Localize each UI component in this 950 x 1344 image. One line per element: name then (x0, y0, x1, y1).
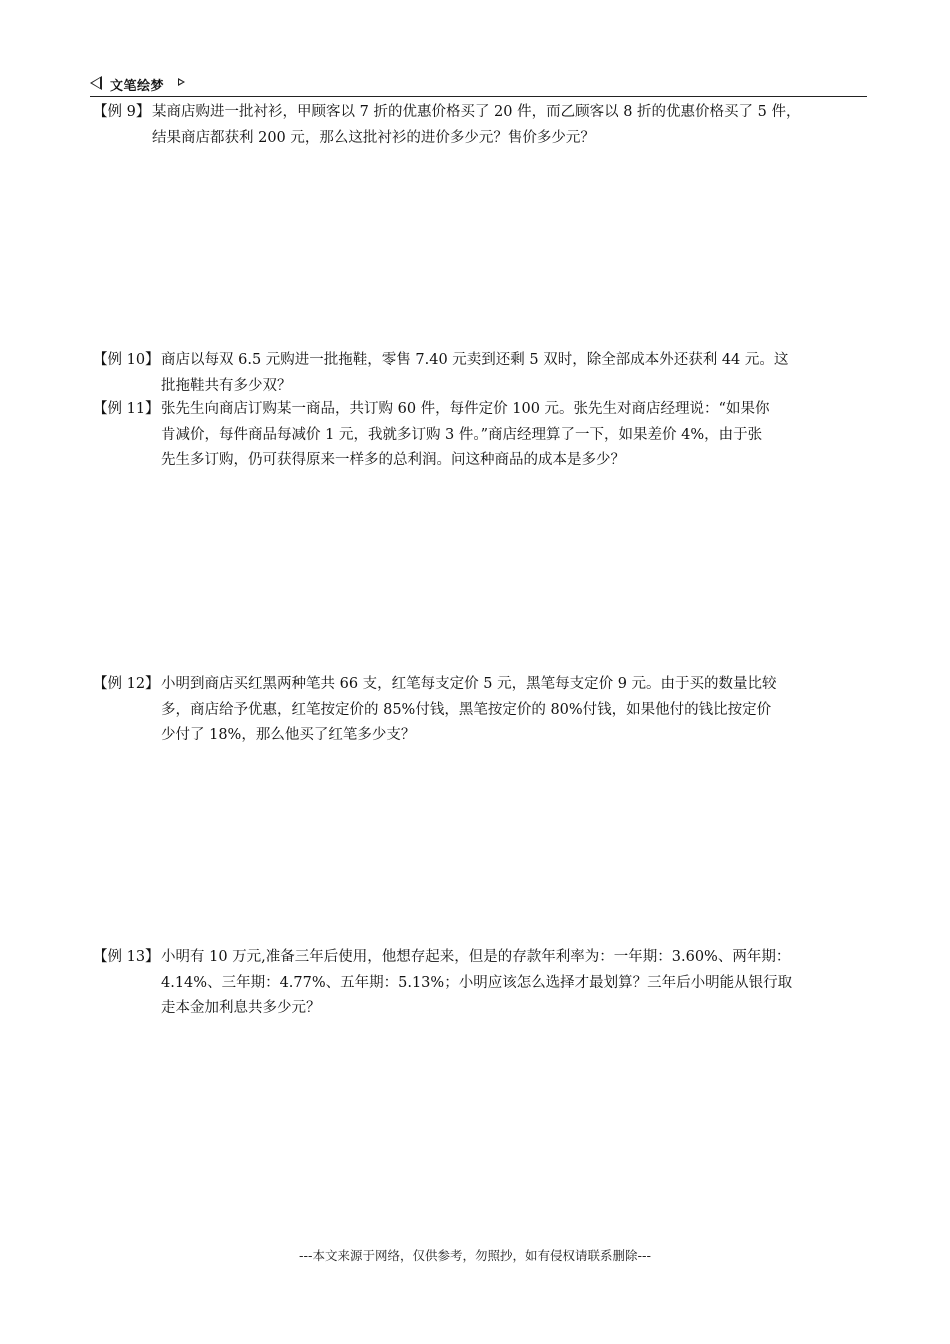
problem-label: 【例 13】 (93, 949, 160, 965)
problem-line: 张先生向商店订购某一商品，共订购 60 件，每件定价 100 元。张先生对商店经理说：“如果你 (161, 401, 770, 417)
problem-label: 【例 11】 (93, 401, 160, 417)
problem-label: 【例 10】 (93, 352, 160, 368)
problem-example-12 (93, 672, 867, 749)
problem-line: 小明有 10 万元,准备三年后使用，他想存起来，但是的存款年利率为：一年期：3.60%、两年期： (161, 949, 791, 965)
problem-label: 【例 9】 (93, 104, 151, 120)
problem-label: 【例 12】 (93, 676, 160, 692)
problem-line: 肯减价，每件商品每减价 1 元，我就多订购 3 件。”商店经理算了一下，如果差价 4%，由于张 (161, 426, 763, 443)
page-header (90, 74, 867, 97)
problem-text (93, 672, 867, 749)
problem-example-9 (93, 100, 867, 151)
problem-example-10 (93, 348, 867, 399)
problem-line: 某商店购进一批衬衫，甲顾客以 7 折的优惠价格买了 20 件，而乙顾客以 8 折的优惠价格买了 5 件， (152, 104, 801, 120)
problem-text (93, 945, 867, 1022)
triangle-left-icon (90, 76, 102, 90)
problem-line: 走本金加利息共多少元？ (161, 1000, 321, 1016)
problem-line: 批拖鞋共有多少双？ (161, 377, 292, 394)
page-footer-disclaimer: ---本文来源于网络，仅供参考，勿照抄，如有侵权请联系删除--- (298, 1248, 652, 1263)
problem-example-13 (93, 945, 867, 1022)
problem-text (93, 348, 867, 399)
problem-line: 小明到商店买红黑两种笔共 66 支，红笔每支定价 5 元，黑笔每支定价 9 元。由于买的数量比较 (161, 676, 777, 692)
problem-line: 多，商店给予优惠，红笔按定价的 85%付钱，黑笔按定价的 80%付钱，如果他付的钱比按定价 (161, 701, 772, 718)
problem-line: 少付了 18%，那么他买了红笔多少支？ (161, 727, 416, 743)
problem-line: 商店以每双 6.5 元购进一批拖鞋，零售 7.40 元卖到还剩 5 双时，除全部成本外还获利 44 元。这 (161, 352, 789, 368)
problem-text (93, 397, 867, 474)
problem-line: 结果商店都获利 200 元，那么这批衬衫的进价多少元？售价多少元？ (152, 129, 595, 146)
header-title: 文笔绘梦 (110, 79, 165, 94)
problem-line: 4.14%、三年期：4.77%、五年期：5.13%；小明应该怎么选择才最划算？三年后小明能从银行取 (161, 974, 793, 991)
problem-example-11 (93, 397, 867, 474)
problem-line: 先生多订购，仍可获得原来一样多的总利润。问这种商品的成本是多少？ (161, 452, 625, 468)
problem-text-cont (93, 126, 867, 152)
problem-text (93, 100, 867, 126)
triangle-right-icon (178, 78, 185, 86)
